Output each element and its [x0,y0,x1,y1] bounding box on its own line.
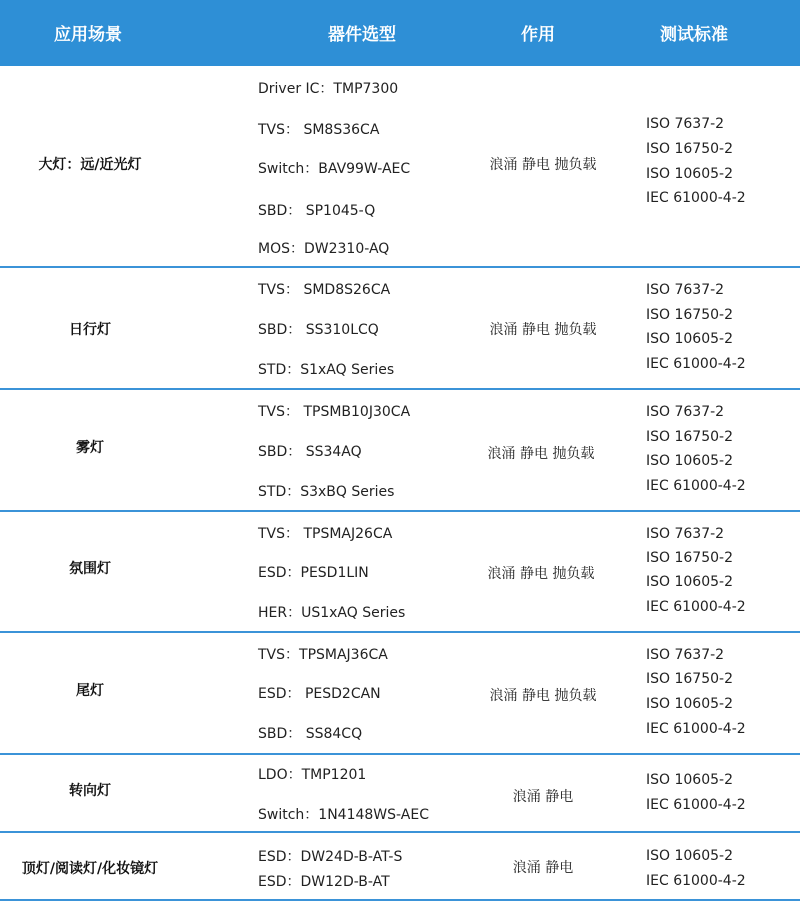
function-cell: 浪涌 静电 抛负载 [489,688,597,704]
table-row-interior [0,833,800,901]
standard-item: IEC 61000-4-2 [646,797,746,813]
header-function: 作用 [521,25,555,45]
device-item: ESD：PESD1LIN [258,565,369,581]
table-row-foglight [0,390,800,512]
standard-item: ISO 16750-2 [646,550,733,566]
standard-item: ISO 10605-2 [646,331,733,347]
standard-item: ISO 10605-2 [646,696,733,712]
table-row-taillight [0,633,800,755]
device-item: TVS：TPSMAJ36CA [258,647,388,663]
table-row-headlight [0,66,800,268]
device-item: TVS： SMD8S26CA [258,282,391,298]
standard-item: ISO 16750-2 [646,429,733,445]
device-item: Switch：1N4148WS-AEC [258,807,429,823]
scene-cell: 氛围灯 [69,561,111,577]
standard-item: ISO 10605-2 [646,166,733,182]
function-cell: 浪涌 静电 抛负载 [487,446,595,462]
device-item: MOS：DW2310-AQ [258,241,390,257]
device-item: Driver IC：TMP7300 [258,81,399,97]
standard-item: IEC 61000-4-2 [646,873,746,889]
function-cell: 浪涌 静电 抛负载 [489,322,597,338]
standard-item: IEC 61000-4-2 [646,190,746,206]
device-item: ESD：DW24D-B-AT-S [258,849,403,865]
scene-cell: 尾灯 [76,683,104,699]
standard-item: ISO 10605-2 [646,574,733,590]
standard-item: ISO 10605-2 [646,848,733,864]
scene-cell: 转向灯 [69,783,111,799]
device-item: ESD：DW12D-B-AT [258,874,390,890]
table-row-turnsignal [0,755,800,833]
table-header [0,0,800,66]
device-item: SBD： SS310LCQ [258,322,379,338]
standard-item: ISO 7637-2 [646,526,725,542]
standard-item: ISO 10605-2 [646,772,733,788]
standard-item: IEC 61000-4-2 [646,478,746,494]
function-cell: 浪涌 静电 [512,860,574,876]
scene-cell: 日行灯 [69,322,111,338]
device-item: TVS： SM8S36CA [258,122,380,138]
standard-item: ISO 10605-2 [646,453,733,469]
function-cell: 浪涌 静电 抛负载 [489,157,597,173]
scene-cell: 大灯：远/近光灯 [38,157,142,173]
header-standard: 测试标准 [660,25,728,45]
standard-item: IEC 61000-4-2 [646,721,746,737]
device-item: LDO：TMP1201 [258,767,367,783]
function-cell: 浪涌 静电 抛负载 [487,566,595,582]
device-item: SBD： SS34AQ [258,444,362,460]
device-item: STD：S3xBQ Series [258,484,395,500]
standard-item: ISO 7637-2 [646,404,725,420]
device-item: Switch：BAV99W-AEC [258,161,411,177]
standard-item: ISO 16750-2 [646,671,733,687]
device-item: ESD： PESD2CAN [258,686,381,702]
device-item: STD：S1xAQ Series [258,362,395,378]
device-item: SBD： SP1045-Q [258,203,376,219]
device-item: TVS： TPSMAJ26CA [258,526,393,542]
device-item: HER：US1xAQ Series [258,605,406,621]
standard-item: IEC 61000-4-2 [646,356,746,372]
standard-item: ISO 7637-2 [646,282,725,298]
standard-item: ISO 16750-2 [646,307,733,323]
standard-item: ISO 7637-2 [646,116,725,132]
header-scene: 应用场景 [54,25,122,45]
table-row-drl [0,268,800,390]
table-row-ambient [0,512,800,633]
device-item: SBD： SS84CQ [258,726,363,742]
standard-item: ISO 16750-2 [646,141,733,157]
header-device: 器件选型 [328,25,396,45]
device-item: TVS： TPSMB10J30CA [258,404,411,420]
scene-cell: 雾灯 [76,440,104,456]
function-cell: 浪涌 静电 [512,789,574,805]
scene-cell: 顶灯/阅读灯/化妆镜灯 [21,861,159,877]
standard-item: ISO 7637-2 [646,647,725,663]
standard-item: IEC 61000-4-2 [646,599,746,615]
